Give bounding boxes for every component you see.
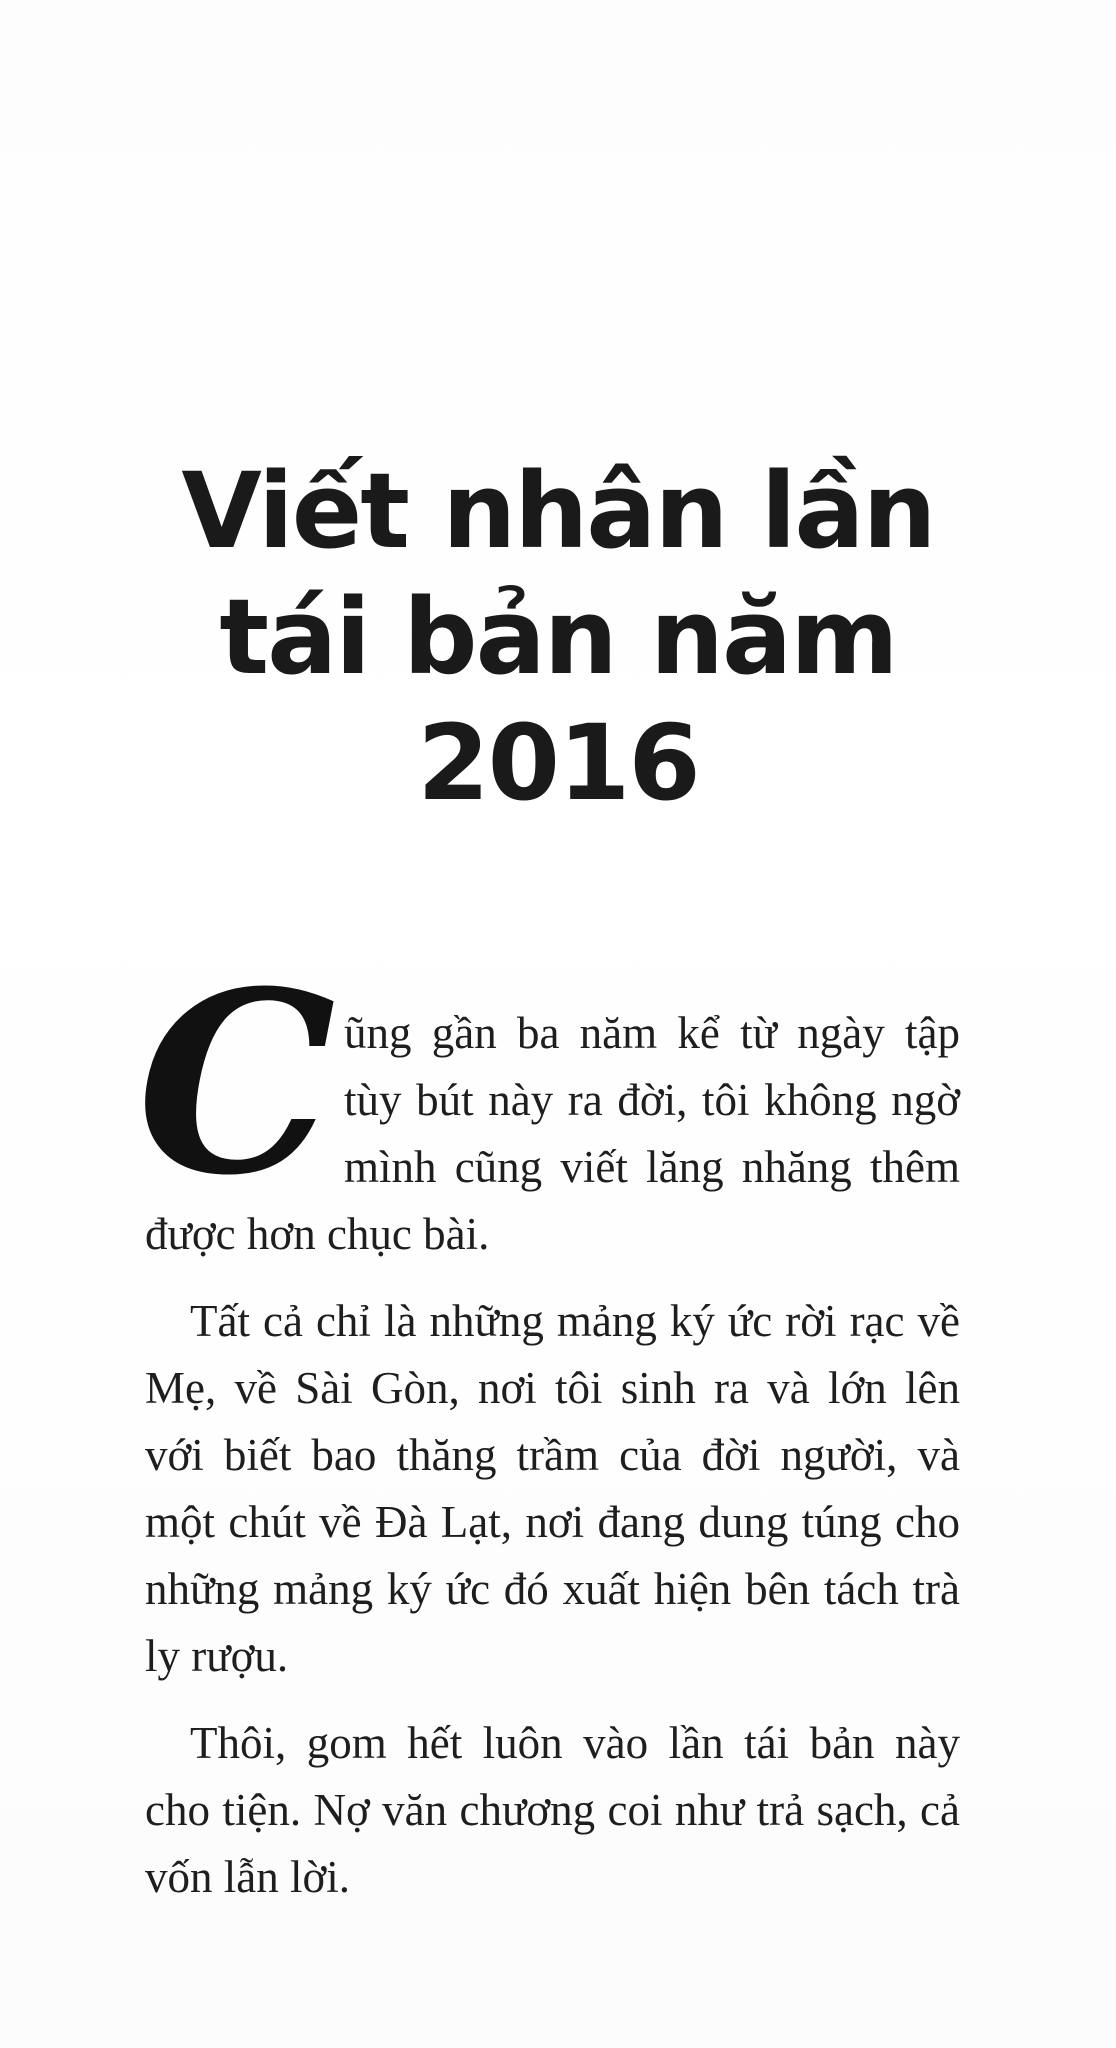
body-text <box>137 936 960 1931</box>
title-line-2: tái bản năm <box>219 575 897 698</box>
chapter-title <box>0 448 1116 826</box>
paragraph-2: Tất cả chỉ là những mảng ký ức rời rạc về Mẹ, về Sài Gòn, nơi tôi sinh ra và lớn lên với biết bao thăng trầm của đời người, và một chút về Đà Lạt, nơi đang dung túng cho những mảng ký ức đó xuất hiện bên tách trà ly rượu. <box>145 1296 960 1681</box>
paragraph-1-text: ũng gần ba năm kể từ ngày tập tùy bút này ra đời, tôi không ngờ mình cũng viết lăng nhăng thêm được hơn chục bài. <box>145 1008 960 1259</box>
drop-cap: C <box>137 936 336 1230</box>
title-line-1: Viết nhân lần <box>181 449 935 572</box>
paragraph-1 <box>137 936 960 1268</box>
paragraph-3: Thôi, gom hết luôn vào lần tái bản này cho tiện. Nợ văn chương coi như trả sạch, cả vốn lẫn lời. <box>145 1718 960 1902</box>
title-line-3: 2016 <box>417 701 699 824</box>
